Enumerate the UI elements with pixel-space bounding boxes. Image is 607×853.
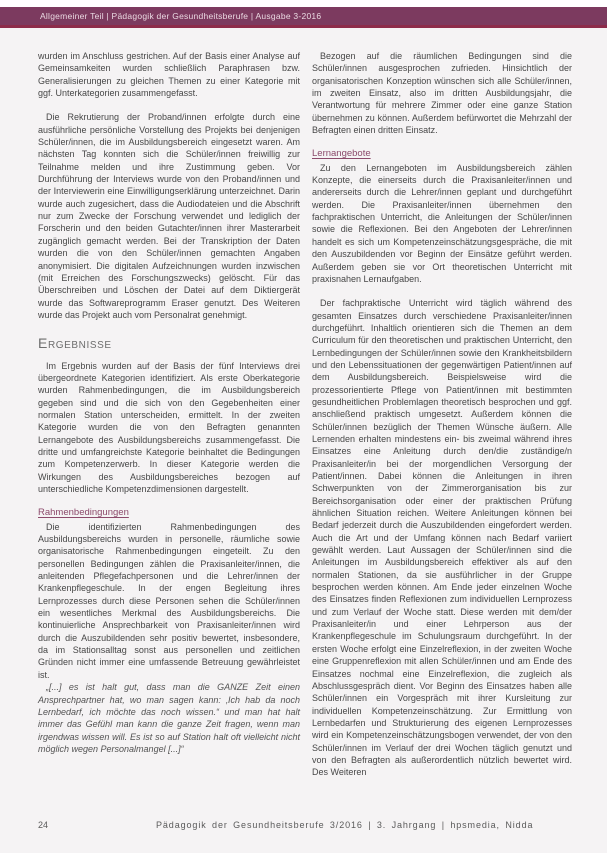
page-footer [38,820,577,830]
paragraph-rahmenbedingungen: Die identifizierten Rahmenbedingungen des Ausbildungsbereichs wurden in personelle, räumliche sowie organisatorische Rahmenbedingungen eingeteilt. Zu den personellen Bedingungen zählen die Praxisanleiter/innen, die anleitenden Pflegefachpersonen und die Lehrer/innen der Krankenpflegeschule. In der engen Begleitung ihres Lernprozesses durch diese Personen sehen die Schüler/innen ein wesentliches Merkmal des Ausbildungsbereichs. Die kontinuierliche Ansprechbarkeit von Praxisanleiter/innen wird durch die Auszubildenden sehr positiv bewertet, insbesondere, da im Stationsalltag sonst aus personellen und zeitlichen Gründen nicht immer eine umfassende Betreuung gewährleistet ist. [38,521,300,680]
section-heading-ergebnisse: Ergebnisse [38,335,112,352]
page-header-bar [0,7,607,28]
interview-quote: „[...] es ist halt gut, dass man die GANZE Zeit einen Ansprechpartner hat, wo man sagen kann: ‚Ich hab da noch Lernbedarf, ich möchte das noch wissen.“ und man hat halt immer das Gefühl man kann die ganze Zeit fragen, wenn man irgendwas wissen will. Es ist so auf Station halt oft vielleicht nicht möglich wegen Personalmangel [...]“ [38,682,300,754]
footer-journal-line: Pädagogik der Gesundheitsberufe 3/2016 | 3. Jahrgang | hpsmedia, Nidda [156,820,534,830]
right-text-column [312,50,572,791]
left-text-column [38,50,300,767]
sub-heading-lernangebote: Lernangebote [312,148,371,160]
paragraph-recruitment: Die Rekrutierung der Proband/innen erfolgte durch eine ausführliche persönliche Vorstellung des Projekts bei denjenigen Schüler/innen, die im Ausbildungsbereich eingesetzt waren. Am nächsten Tag konnten sich die Schüler/innen freiwillig zur Teilnahme melden und ihre Zustimmung geben. Vor Durchführung der Interviews wurde von den Proband/innen und der Interviewerin eine Einwilligungserklärung unterzeichnet. Darin wurde auch zugesichert, dass die Audiodateien und die Abschrift nur zum Zwecke der Forschung verwendet und lediglich der Forscherin und den beiden Gutachter/innen ihrer Masterarbeit zugänglich gemacht werden. Bei der Transkription der Daten wurden die von den Schüler/innen gemachten Angaben anonymisiert. Die digitalen Aufzeichnungen wurden inzwischen (mit Erreichen des Forschungszwecks) gelöscht. Für das Überschreiben und Löschen der Datei auf dem Diktiergerät wurde das Softwareprogramm Eraser genutzt. Des Weiteren wurde das Projekt auch vom Personalrat genehmigt. [38,112,300,320]
paragraph-raeumliche-bedingungen: Bezogen auf die räumlichen Bedingungen sind die Schüler/innen ausgesprochen zufrieden. Hinsichtlich der organisatorischen Konzeption wünschen sich alle Schüler/innen, im zweiten Einsatz, also im dritten Ausbildungsjahr, die Verantwortung für mehrere Zimmer oder eine ganze Station übernehmen zu können. Außerdem befürwortet die Mehrzahl der Befragten einen dritten Einsatz. [312,51,572,136]
page-number: 24 [38,820,49,830]
paragraph-continuation: wurden im Anschluss gestrichen. Auf der Basis einer Analyse auf Gemeinsamkeiten wurden schließlich Paraphrasen bzw. Generalisierungen zu gleichen Themen zu einer Kategorie mit ggf. Unterkategorien zusammengefasst. [38,51,300,99]
breadcrumb: Allgemeiner Teil | Pädagogik der Gesundheitsberufe | Ausgabe 3-2016 [40,11,322,21]
sub-heading-rahmenbedingungen: Rahmenbedingungen [38,507,129,519]
page-top-margin [0,0,607,7]
paragraph-fachpraktischer-unterricht: Der fachpraktische Unterricht wird täglich während des gesamten Einsatzes durch verschiedene Praxisanleiter/innen durchgeführt. Inhaltlich orientieren sich die Themen an dem Curriculum für den theoretischen und praktischen Unterricht, den Lernbedingungen der Schüler/innen sowie den Krankheitsbildern und den Lebenssituationen der gegenwärtigen Patient/innen auf dem Ausbildungsbereich. Beispielsweise wird die prozessorientierte Pflege von Patient/innen mit bestimmten gesundheitlichen Problemlagen theoretisch besprochen und ggf. anschließend praktisch umgesetzt. Außerdem können die Schüler/innen bezüglich der Themen Wünsche äußern. Alle Lernenden erhalten mindestens ein- bis zweimal während ihres Einsatzes eine Anleitung durch den/die zuständige/n Praxisanleiter/in bei der morgendlichen Versorgung der Patient/innen. Dabei können die Anleitungen in ihren Schwerpunkten von der Zimmerorganisation bis zur Bereichsorganisation oder einer der praktischen Prüfung ähnlichen Situation reichen. Weitere Anleitungen können bei Bedarf jederzeit durch die Auszubildenden eingefordert werden. Auch die Art und der Umfang können nach Bedarf variiert gewählt werden. Laut Aussagen der Schüler/innen sind die Anleitungen im Ausbildungsbereich effektiver als auf den normalen Stationen, da sie ausführlicher in der Gruppe besprochen werden können. Am Ende jeder einzelnen Woche des Einsatzes finden Reflexionen zum individuellen Lernprozess und zum Verlauf der Woche statt. Diese werden mit dem/der Praxisanleiter/in und einer Lehrperson aus der Krankenpflegeschule im Schulungsraum durchgeführt. In der ersten Woche erfolgt eine Einzelreflexion, in der zweiten Woche eine Gruppenreflexion mit allen Schüler/innen und am Ende des Einsatzes nochmal eine Einzelreflexion, die zugleich als Abschlussgespräch dient. Vor Beginn des Einsatzes haben alle Schüler/innen ein Vorgespräch mit ihrer Kursleitung zur individuellen Kompetenzeinschätzung. Zur Ermittlung von Lernbedarfen und Strukturierung des eigenen Lernprozesses wird ein Kompetenzeinschätzungsbogen verwendet, der von den Schüler/innen im Verlauf der drei Wochen täglich genutzt und von den Befragten als außerordentlich nützlich bewertet wird. Des Weiteren [312,298,572,778]
paragraph-lernangebote: Zu den Lernangeboten im Ausbildungsbereich zählen Konzepte, die einerseits durch die Praxisanleiter/innen und andererseits durch die Lehrer/innen geplant und durchgeführt werden. Die Praxisanleiter/innen übernehmen den fachpraktischen Unterricht, die Anleitungen der Schüler/innen sowie die Reflexionen. Bei den Angeboten der Lehrer/innen handelt es sich um Kompetenzeinschätzungsgespräche, die mit den Auszubildenden vor Beginn der Einsätze geführt werden. Außerdem geben sie vor Ort theoretischen Unterricht mit praxisnahen Lernaufgaben. [312,162,572,284]
paragraph-results-overview: Im Ergebnis wurden auf der Basis der fünf Interviews drei übergeordnete Kategorien identifiziert. Als erste Oberkategorie wurden Rahmenbedingungen, die im Ausbildungsbereich gegeben sind und die sich von den Gegebenheiten einer normalen Station unterscheiden, ermittelt. In der zweiten Kategorie wurden die von den Befragten genannten Lernangebote des Ausbildungsbereichs zusammengefasst. Die dritte und umfangreichste Kategorie beinhaltet die Bedingungen zum Kompetenzerwerb. In dieser Kategorie werden die Wirkungen des Ausbildungsbereiches bezogen auf unterschiedliche Kompetenzdimensionen dargestellt. [38,360,300,494]
